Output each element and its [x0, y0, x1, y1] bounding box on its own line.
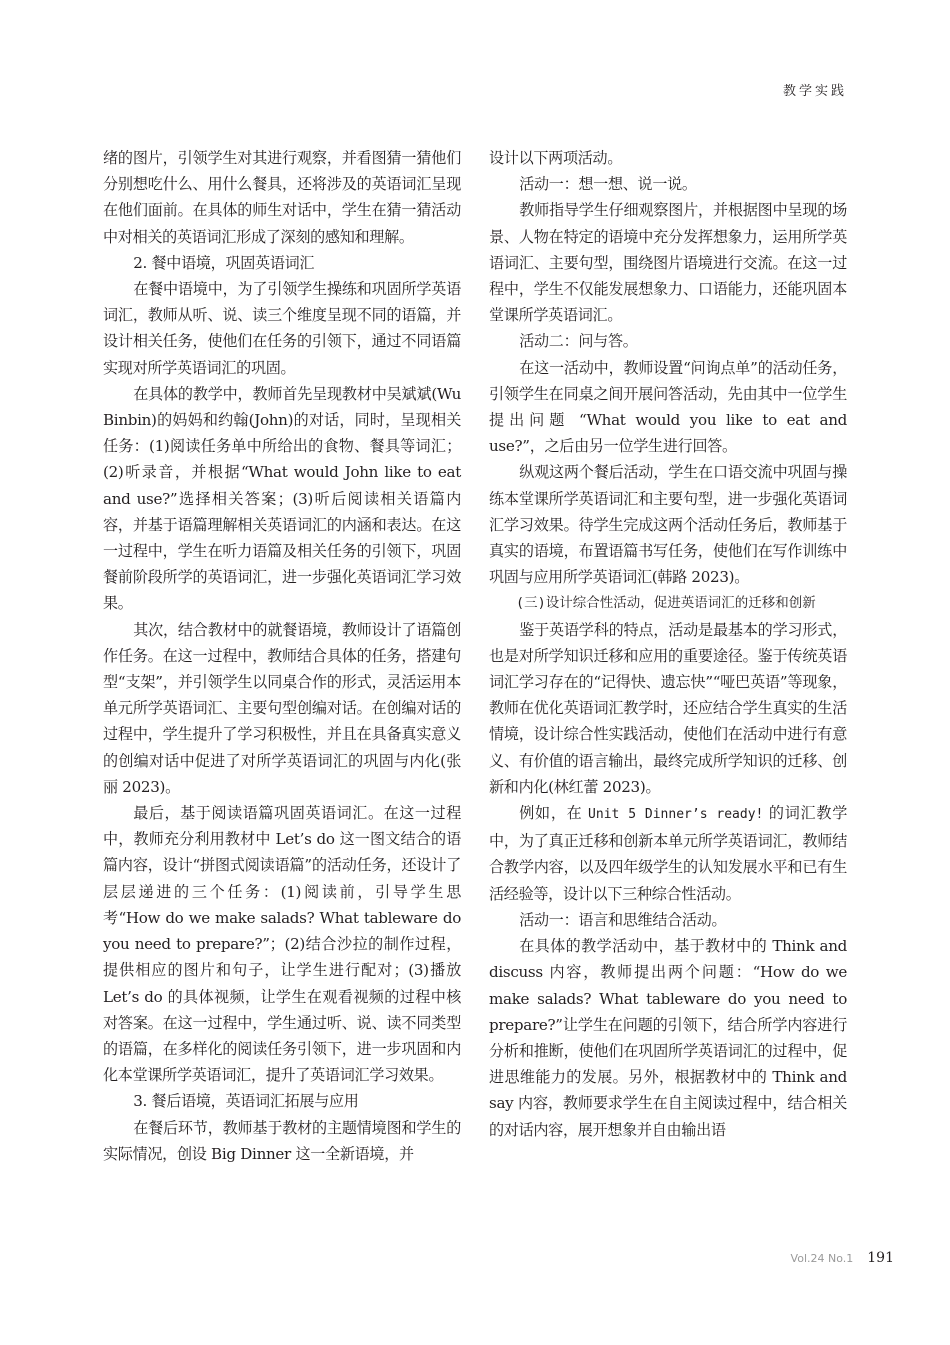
paragraph: 在具体的教学中，教师首先呈现教材中吴斌斌(Wu Binbin)的妈妈和约翰(John)的对话，同时，呈现相关任务：(1)阅读任务单中所给出的食物、餐具等词汇；(2)听录音，并根据“What would John like to eat and use?”选择相关答案；(3)听后阅读相关语篇内容，并基于语篇理解相关英语词汇的内涵和表达。在这一过程中，学生在听力语篇及相关任务的引领下，巩固餐前阶段所学的英语词汇，进一步强化英语词汇学习效果。 — [103, 384, 461, 613]
paragraph — [489, 800, 847, 907]
paragraph: 在餐中语境中，为了引领学生操练和巩固所学英语词汇，教师从听、说、读三个维度呈现不同的语篇，并设计相关任务，使他们在任务的引领下，通过不同语篇实现对所学英语词汇的巩固。 — [103, 280, 461, 377]
text-run: 例如，在 — [519, 804, 589, 823]
page-number: 191 — [867, 1250, 894, 1266]
text-run: 的词汇教学中，为了真正迁移和创新本单元所学英语词汇，教师结合教学内容，以及四年级学生的认知发展水平和已有生活经验等，设计以下三种综合性活动。 — [489, 804, 847, 903]
subheading: 3. 餐后语境，英语词汇拓展与应用 — [133, 1092, 359, 1111]
paragraph: 教师指导学生仔细观察图片，并根据图中呈现的场景、人物在特定的语境中充分发挥想象力，运用所学英语词汇、主要句型，围绕图片语境进行交流。在这一过程中，学生不仅能发展想象力、口语能力，还能巩固本堂课所学英语词汇。 — [489, 201, 847, 325]
paragraph: 鉴于英语学科的特点，活动是最基本的学习形式，也是对所学知识迁移和应用的重要途径。鉴于传统英语词汇学习存在的“记得快、遗忘快”“哑巴英语”等现象，教师在优化英语词汇教学时，还应结合学生真实的生活情境，设计综合性实践活动，使他们在活动中进行有意义、有价值的语言输出，最终完成所学知识的迁移、创新和内化(林红蕾 2023)。 — [489, 620, 847, 796]
subheading: 2. 餐中语境，巩固英语词汇 — [133, 253, 315, 272]
paragraph: 在这一活动中，教师设置“问询点单”的活动任务，引领学生在同桌之间开展问答活动，先由其中一位学生提出问题 “What would you like to eat and use?”，之后由另一位学生进行回答。 — [489, 358, 847, 456]
left-column — [103, 145, 461, 1167]
volume-label: Vol.24 No.1 — [790, 1252, 854, 1265]
paragraph: 在餐后环节，教师基于教材的主题情境图和学生的实际情况，创设 Big Dinner 这一全新语境，并 — [103, 1118, 461, 1163]
paragraph: 绪的图片，引领学生对其进行观察，并看图猜一猜他们分别想吃什么、用什么餐具，还将涉及的英语词汇呈现在他们面前。在具体的师生对话中，学生在猜一猜活动中对相关的英语词汇形成了深刻的感知和理解。 — [103, 149, 461, 246]
unit-title: Unit 5 Dinner’s ready! — [588, 807, 764, 823]
paragraph: 最后，基于阅读语篇巩固英语词汇。在这一过程中，教师充分利用教材中 Let’s do 这一图文结合的语篇内容，设计“拼图式阅读语篇”的活动任务，还设计了层层递进的三个任务：(1)阅读前，引导学生思考“How do we make salads? What tableware do you need to prepare?”；(2)结合沙拉的制作过程，提供相应的图片和句子，让学生进行配对；(3)播放 Let’s do 的具体视频，让学生在观看视频的过程中核对答案。在这一过程中，学生通过听、说、读不同类型的语篇，在多样化的阅读任务引领下，进一步巩固和内化本堂课所学英语词汇，提升了英语词汇学习效果。 — [103, 804, 461, 1085]
activity-label: 活动一：想一想、说一说。 — [519, 175, 697, 194]
paragraph: 在具体的教学活动中，基于教材中的 Think and discuss 内容，教师提出两个问题：“How do we make salads? What tableware do you need to prepare?”让学生在问题的引领下，结合所学内容进行分析和推断，使他们在巩固所学英语词汇的过程中，促进思维能力的发展。另外，根据教材中的 Think and say 内容，教师要求学生在自主阅读过程中，结合相关的对话内容，展开想象并自由输出语 — [489, 937, 847, 1139]
right-column — [489, 145, 847, 1143]
activity-label: 活动二：问与答。 — [519, 332, 638, 351]
section-label: 教学实践 — [782, 84, 847, 99]
section-heading: (三)设计综合性活动，促进英语词汇的迁移和创新 — [516, 595, 816, 612]
footer — [791, 1250, 894, 1266]
activity-label: 活动一：语言和思维结合活动。 — [519, 910, 727, 929]
paragraph: 其次，结合教材中的就餐语境，教师设计了语篇创作任务。在这一过程中，教师结合具体的任务，搭建句型“支架”，并引领学生以同桌合作的形式，灵活运用本单元所学英语词汇、主要句型创编对话。在创编对话的过程中，学生提升了学习积极性，并且在具备真实意义的创编对话中促进了对所学英语词汇的巩固与内化(张丽 2023)。 — [103, 620, 461, 796]
paragraph: 纵观这两个餐后活动，学生在口语交流中巩固与操练本堂课所学英语词汇和主要句型，进一步强化英语词汇学习效果。待学生完成这两个活动任务后，教师基于真实的语境，布置语篇书写任务，使他们在写作训练中巩固与应用所学英语词汇(韩路 2023)。 — [489, 463, 847, 587]
paragraph: 设计以下两项活动。 — [489, 149, 623, 167]
